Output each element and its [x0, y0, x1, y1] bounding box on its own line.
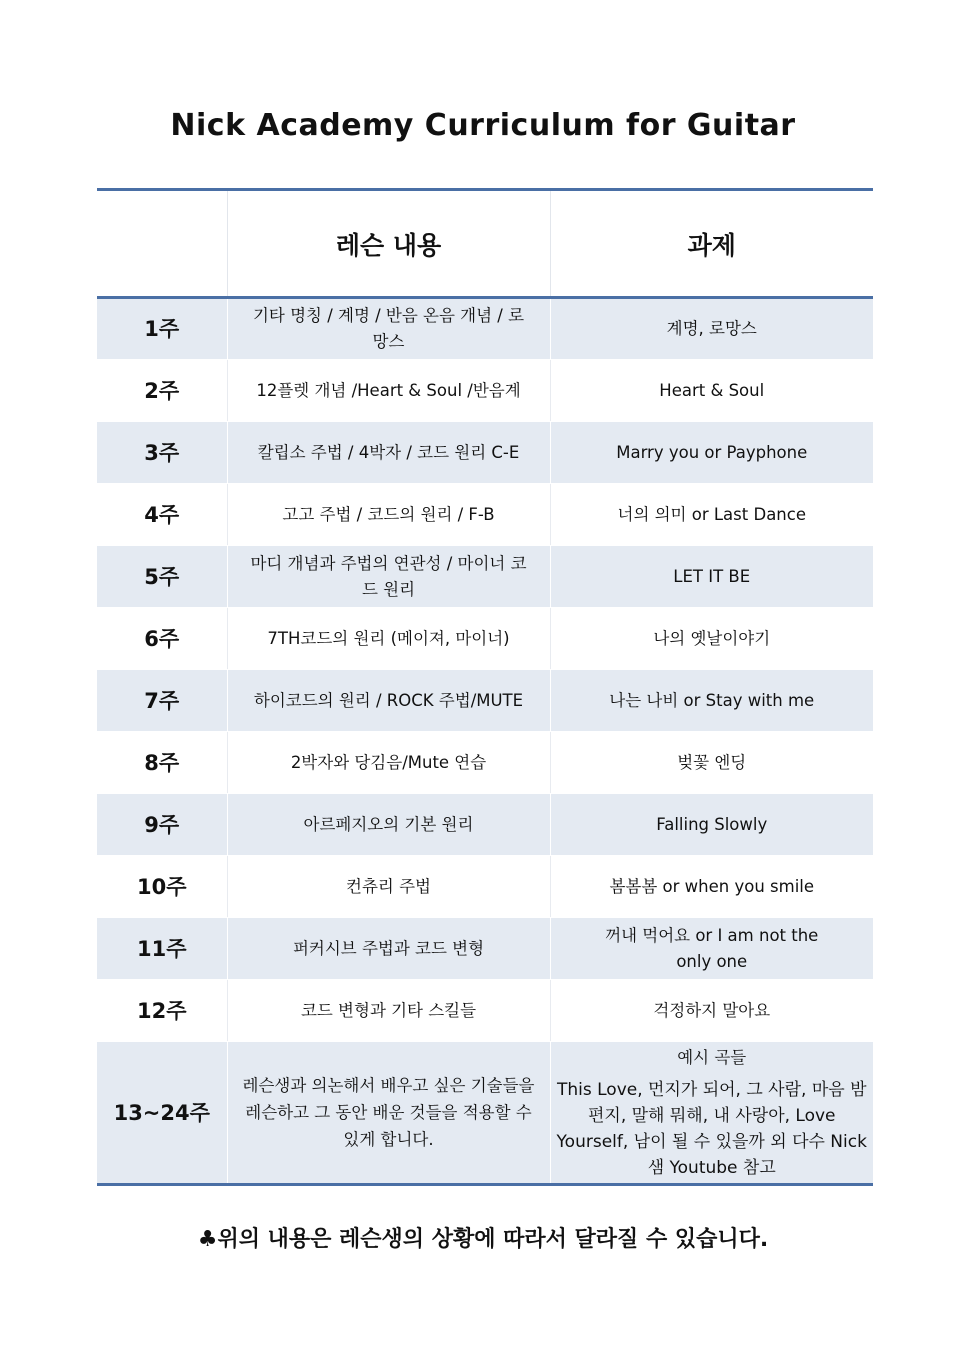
lesson-cell: 기타 명칭 / 계명 / 반음 온음 개념 / 로망스	[227, 298, 550, 360]
week-cell: 3주	[97, 422, 227, 484]
week-cell: 12주	[97, 980, 227, 1042]
table-row	[97, 856, 873, 918]
lesson-cell: 칼립소 주법 / 4박자 / 코드 원리 C-E	[227, 422, 550, 484]
table-row	[97, 422, 873, 484]
lesson-cell: 12플렛 개념 /Heart & Soul /반음계	[227, 360, 550, 422]
week-cell: 6주	[97, 608, 227, 670]
table-row	[97, 608, 873, 670]
lesson-cell: 하이코드의 원리 / ROCK 주법/MUTE	[227, 670, 550, 732]
example-songs-list: This Love, 먼지가 되어, 그 사람, 마음 밤 편지, 말해 뭐해, 내 사랑아, Love Yourself, 남이 될 수 있을까 외 다수 Nick샘 Youtube 참고	[556, 1079, 867, 1178]
table-row	[97, 670, 873, 732]
example-songs-label: 예시 곡들	[677, 1047, 747, 1067]
homework-cell: Marry you or Payphone	[550, 422, 873, 484]
homework-cell: Heart & Soul	[550, 360, 873, 422]
homework-cell: 너의 의미 or Last Dance	[550, 484, 873, 546]
homework-cell: LET IT BE	[550, 546, 873, 608]
lesson-cell: 아르페지오의 기본 원리	[227, 794, 550, 856]
table-row	[97, 918, 873, 980]
week-cell: 13~24주	[97, 1042, 227, 1185]
week-cell: 5주	[97, 546, 227, 608]
homework-cell: 꺼내 먹어요 or I am not the only one	[550, 918, 873, 980]
table-row	[97, 298, 873, 360]
table-row	[97, 732, 873, 794]
table-row	[97, 360, 873, 422]
lesson-cell: 마디 개념과 주법의 연관성 / 마이너 코드 원리	[227, 546, 550, 608]
week-cell: 11주	[97, 918, 227, 980]
table-row	[97, 1042, 873, 1185]
lesson-cell: 2박자와 당김음/Mute 연습	[227, 732, 550, 794]
homework-cell: 계명, 로망스	[550, 298, 873, 360]
lesson-cell: 7TH코드의 원리 (메이져, 마이너)	[227, 608, 550, 670]
lesson-cell: 고고 주법 / 코드의 원리 / F-B	[227, 484, 550, 546]
week-cell: 8주	[97, 732, 227, 794]
header-week	[97, 190, 227, 298]
lesson-cell: 컨츄리 주법	[227, 856, 550, 918]
homework-cell: 벚꽃 엔딩	[550, 732, 873, 794]
homework-cell: Falling Slowly	[550, 794, 873, 856]
page-title: Nick Academy Curriculum for Guitar	[170, 108, 796, 143]
footnote: ♣위의 내용은 레슨생의 상황에 따라서 달라질 수 있습니다.	[197, 1227, 769, 1252]
homework-cell: 나는 나비 or Stay with me	[550, 670, 873, 732]
table-row	[97, 980, 873, 1042]
header-homework: 과제	[550, 190, 873, 298]
week-cell: 2주	[97, 360, 227, 422]
curriculum-table	[97, 188, 873, 1186]
week-cell: 9주	[97, 794, 227, 856]
homework-cell: 걱정하지 말아요	[550, 980, 873, 1042]
table-row	[97, 794, 873, 856]
table-header-row	[97, 190, 873, 298]
week-cell: 1주	[97, 298, 227, 360]
week-cell: 10주	[97, 856, 227, 918]
header-lesson: 레슨 내용	[227, 190, 550, 298]
lesson-cell: 레슨생과 의논해서 배우고 싶은 기술들을 레슨하고 그 동안 배운 것들을 적용할 수 있게 합니다.	[227, 1042, 550, 1185]
week-cell: 4주	[97, 484, 227, 546]
lesson-cell: 코드 변형과 기타 스킬들	[227, 980, 550, 1042]
lesson-cell: 퍼커시브 주법과 코드 변형	[227, 918, 550, 980]
homework-cell: 봄봄봄 or when you smile	[550, 856, 873, 918]
week-cell: 7주	[97, 670, 227, 732]
homework-cell: 나의 옛날이야기	[550, 608, 873, 670]
homework-cell	[550, 1042, 873, 1185]
table-row	[97, 484, 873, 546]
table-row	[97, 546, 873, 608]
